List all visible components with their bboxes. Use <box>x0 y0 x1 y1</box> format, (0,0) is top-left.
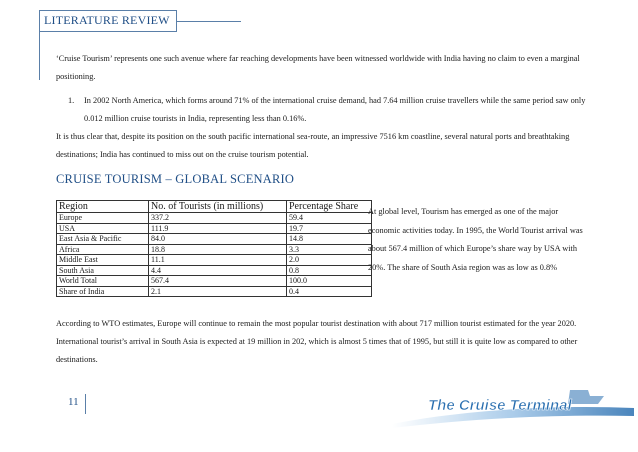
table-cell: 100.0 <box>287 276 372 287</box>
table-cell: Middle East <box>57 255 149 266</box>
header-rule <box>177 21 241 22</box>
table-cell: 14.8 <box>287 234 372 245</box>
table-cell: 11.1 <box>149 255 287 266</box>
table-cell: 0.8 <box>287 265 372 276</box>
table-cell: 59.4 <box>287 213 372 224</box>
header-side-rule <box>39 32 40 80</box>
table-header-cell: Region <box>57 201 149 213</box>
table-cell: Share of India <box>57 286 149 297</box>
table-cell: 84.0 <box>149 234 287 245</box>
table-row <box>57 265 372 276</box>
logo-ship-icon <box>568 390 604 404</box>
global-level-paragraph: At global level, Tourism has emerged as one of the major economic activities today. In 1995, the World Tourist arrival was about 567.4 million of which Europe’s share way by USA with 20%. The share of South Asia region was as low as 0.8% <box>368 207 583 272</box>
intro-paragraph: ‘Cruise Tourism’ represents one such avenue where far reaching developments have been witnessed worldwide with India having no claim to even a marginal positioning. <box>56 54 580 81</box>
coastline-paragraph: It is thus clear that, despite its position on the south pacific international sea-route, an impressive 7516 km coastline, several natural ports and breathtaking destinations; India has continued to miss out on the cruise tourism potential. <box>56 132 570 159</box>
table-row <box>57 223 372 234</box>
table-cell: 4.4 <box>149 265 287 276</box>
table-cell: 18.8 <box>149 244 287 255</box>
table-cell: Europe <box>57 213 149 224</box>
section-header-title: LITERATURE REVIEW <box>44 13 170 27</box>
list-item-number: 1. <box>68 96 75 105</box>
table-cell: South Asia <box>57 265 149 276</box>
table-row <box>57 244 372 255</box>
table-cell: USA <box>57 223 149 234</box>
table-cell: 0.4 <box>287 286 372 297</box>
table-cell: 2.0 <box>287 255 372 266</box>
table-cell: 3.3 <box>287 244 372 255</box>
logo-text: The Cruise Terminal <box>428 397 572 414</box>
table-header-cell: No. of Tourists (in millions) <box>149 201 287 213</box>
cruise-terminal-logo <box>392 384 634 440</box>
table-header-row <box>57 201 372 213</box>
table-cell: 2.1 <box>149 286 287 297</box>
table-cell: East Asia & Pacific <box>57 234 149 245</box>
page-number: 11 <box>68 396 79 408</box>
wto-paragraph: According to WTO estimates, Europe will continue to remain the most popular tourist destination with about 717 million tourist estimated for the year 2020. International tourist’s arrival in South Asia is expected at 19 million in 202, which is almost 5 times that of 1995, but still it is quite low as compared to other destinations. <box>56 319 578 364</box>
table-cell: World Total <box>57 276 149 287</box>
table-row <box>57 286 372 297</box>
table-row <box>57 234 372 245</box>
table-cell: 19.7 <box>287 223 372 234</box>
page-number-rule <box>85 394 86 414</box>
tourism-table <box>56 200 372 297</box>
section-title: CRUISE TOURISM – GLOBAL SCENARIO <box>56 172 295 186</box>
table-row <box>57 255 372 266</box>
list-item-text: In 2002 North America, which forms around 71% of the international cruise demand, had 7.64 million cruise travellers while the same period saw only 0.012 million cruise tourists in India, representing less than 0.16%. <box>84 96 586 123</box>
table-cell: 567.4 <box>149 276 287 287</box>
table-cell: 111.9 <box>149 223 287 234</box>
table-row <box>57 213 372 224</box>
table-cell: 337.2 <box>149 213 287 224</box>
table-cell: Africa <box>57 244 149 255</box>
table-header-cell: Percentage Share <box>287 201 372 213</box>
table-row <box>57 276 372 287</box>
